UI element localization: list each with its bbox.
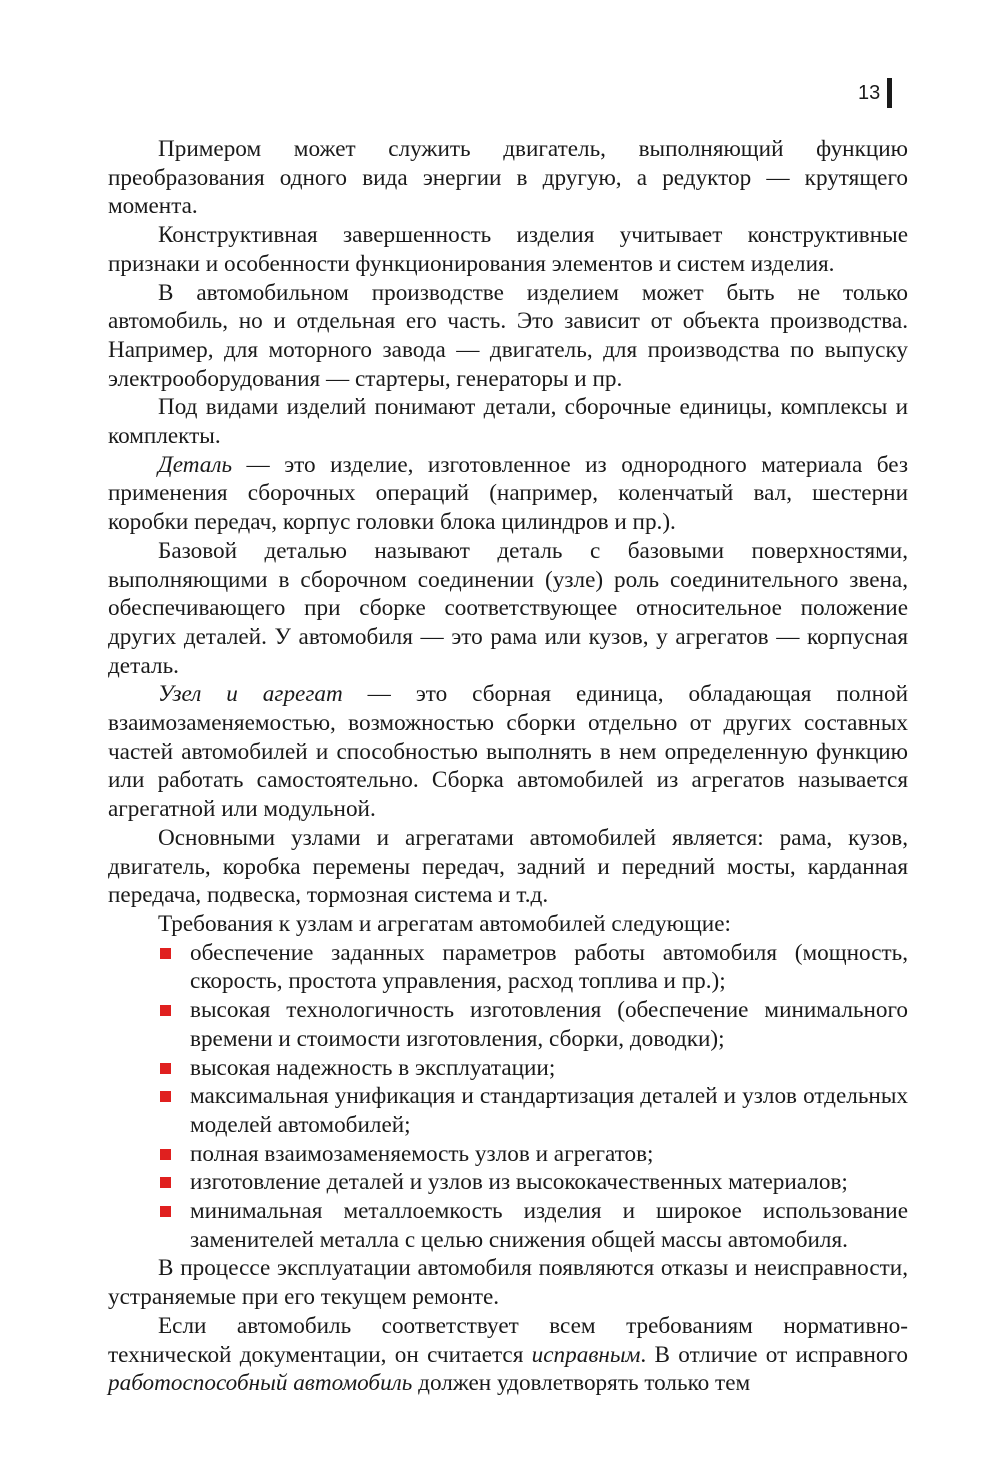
list-item-text: максимальная унификация и стандартизация деталей и узлов отдельных моделей автомобилей; — [190, 1083, 908, 1138]
requirements-intro: Требования к узлам и агрегатам автомобилей следующие: — [158, 910, 731, 937]
list-item-text: обеспечение заданных параметров работы автомобиля (мощность, скорость, простота управления, расход топлива и пр.); — [190, 939, 908, 995]
detail-definition: — это изделие, изготовленное из однородного материала без применения сборочных операций (например, коленчатый вал, шестерни коробки передач, корпус головки блока цилиндров и пр.). — [108, 451, 908, 536]
term-detail: Деталь — [158, 451, 233, 478]
final-part-2: . В отличие от исправного — [640, 1341, 908, 1368]
unit-definition: — это сборная единица, обладающая полной взаимозаменяемостью, возможностью сборки отдельно от других составных частей автомобилей и способностью выполнять в нем определенную функцию или работать самостоятельно. Сборка автомобилей из агрегатов называется агрегатной или модульной. — [108, 681, 909, 823]
list-item-text: высокая технологичность изготовления (обеспечение минимального времени и стоимости изготовления, сборки, доводки); — [190, 997, 908, 1052]
list-item-text: полная взаимозаменяемость узлов и агрегатов; — [190, 1140, 654, 1167]
paragraph-base-detail: Базовой деталью называют деталь с базовыми поверхностями, выполняющими в сборочном соединении (узле) роль соединительного звена, обеспечивающего при сборке соответствующее относительное положение других деталей. У автомобиля — это рама или кузов, у агрегатов — корпусная деталь. — [108, 537, 908, 679]
page-number-bar — [887, 78, 892, 108]
list-item — [190, 1197, 908, 1254]
term-operable-vehicle: работоспособный автомобиль — [108, 1370, 413, 1397]
bullet-square-icon — [160, 1149, 171, 1160]
paragraph: В автомобильном производстве изделием может быть не только автомобиль, но и отдельная его часть. Это зависит от объекта производства. Например, для моторного завода — двигатель, для производства по выпуску электрооборудования — стартеры, генераторы и пр. — [108, 279, 908, 392]
term-unit: Узел и агрегат — [158, 681, 343, 708]
list-item-text: высокая надежность в эксплуатации; — [190, 1054, 556, 1081]
list-item — [190, 1168, 908, 1197]
paragraph-detail — [108, 451, 908, 537]
list-item-text: минимальная металлоемкость изделия и широкое использование заменителей металла с целью снижения общей массы автомобиля. — [190, 1198, 908, 1253]
list-item — [190, 939, 908, 996]
requirements-list — [108, 939, 908, 1255]
bullet-square-icon — [160, 1091, 171, 1102]
bullet-square-icon — [160, 1177, 171, 1188]
page-content — [108, 135, 908, 1398]
paragraph-main-units: Основными узлами и агрегатами автомобилей является: рама, кузов, двигатель, коробка перемены передач, задний и передний мосты, карданная передача, подвеска, тормозная система и т.д. — [108, 824, 908, 909]
page-number-text: 13 — [858, 82, 881, 104]
bullet-square-icon — [160, 1206, 171, 1217]
bullet-square-icon — [160, 1005, 171, 1016]
paragraph: Конструктивная завершенность изделия учитывает конструктивные признаки и особенности функционирования элементов и систем изделия. — [108, 222, 908, 277]
list-item — [190, 996, 908, 1053]
paragraph: Под видами изделий понимают детали, сборочные единицы, комплексы и комплекты. — [108, 394, 908, 450]
final-part-3: должен удовлетворять только тем — [412, 1370, 751, 1397]
paragraph-unit — [108, 680, 908, 824]
bullet-square-icon — [160, 948, 171, 959]
page-number — [858, 78, 892, 108]
final-part-1: Если автомобиль соответствует всем требованиям нормативно-технической документации, он считается — [108, 1312, 908, 1368]
paragraph: Примером может служить двигатель, выполняющий функцию преобразования одного вида энергии в другую, а редуктор — крутящего момента. — [108, 136, 908, 220]
paragraph-operation: В процессе эксплуатации автомобиля появляются отказы и неисправности, устраняемые при его текущем ремонте. — [108, 1255, 908, 1311]
list-item-text: изготовление деталей и узлов из высококачественных материалов; — [190, 1169, 848, 1196]
term-serviceable: исправным — [531, 1341, 641, 1368]
paragraph-final — [108, 1312, 908, 1398]
list-item — [190, 1140, 908, 1169]
bullet-square-icon — [160, 1063, 171, 1074]
list-item — [190, 1082, 908, 1139]
list-item — [190, 1054, 908, 1083]
